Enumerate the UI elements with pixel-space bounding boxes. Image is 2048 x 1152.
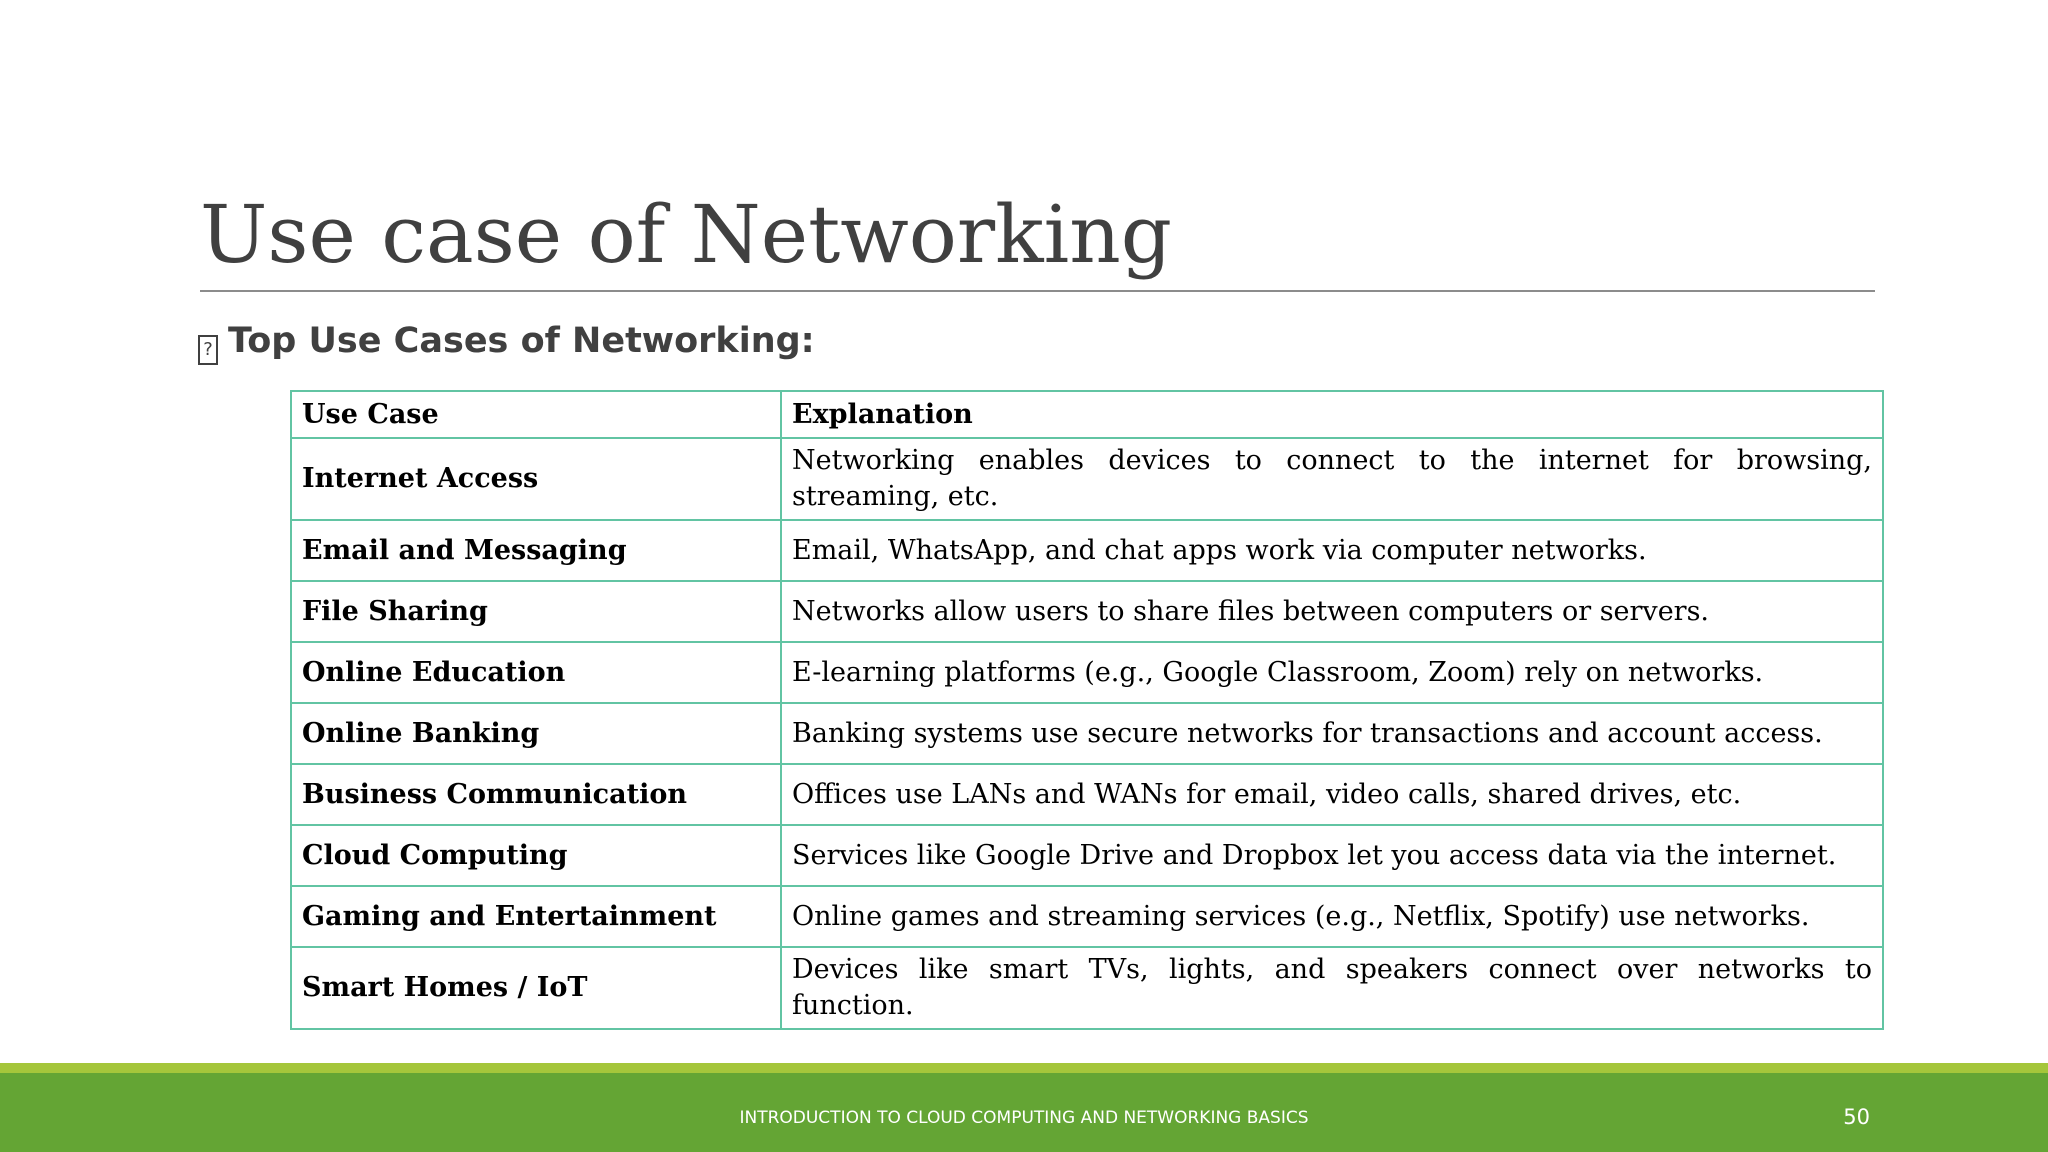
header-explanation: Explanation [781, 391, 1883, 438]
table-row [291, 581, 1883, 642]
table-row [291, 764, 1883, 825]
table-row [291, 703, 1883, 764]
explanation-cell: Banking systems use secure networks for transactions and account access. [781, 703, 1883, 764]
explanation-cell: E-learning platforms (e.g., Google Classroom, Zoom) rely on networks. [781, 642, 1883, 703]
footer-accent-strip [0, 1063, 2048, 1073]
missing-glyph-icon: ? [198, 335, 218, 365]
table-row [291, 947, 1883, 1029]
use-case-cell: Cloud Computing [291, 825, 781, 886]
use-case-cell: Internet Access [291, 438, 781, 520]
explanation-cell: Networks allow users to share files between computers or servers. [781, 581, 1883, 642]
explanation-cell: Networking enables devices to connect to the internet for browsing, streaming, etc. [781, 438, 1883, 520]
explanation-cell: Services like Google Drive and Dropbox let you access data via the internet. [781, 825, 1883, 886]
title-divider [200, 290, 1875, 292]
use-case-cell: Email and Messaging [291, 520, 781, 581]
use-case-table [290, 390, 1884, 1030]
table-row [291, 642, 1883, 703]
explanation-cell: Online games and streaming services (e.g., Netflix, Spotify) use networks. [781, 886, 1883, 947]
explanation-cell: Offices use LANs and WANs for email, video calls, shared drives, etc. [781, 764, 1883, 825]
explanation-cell: Devices like smart TVs, lights, and speakers connect over networks to function. [781, 947, 1883, 1029]
header-use-case: Use Case [291, 391, 781, 438]
table-row [291, 825, 1883, 886]
table-row [291, 520, 1883, 581]
table-row [291, 438, 1883, 520]
use-case-cell: Smart Homes / IoT [291, 947, 781, 1029]
table-row [291, 886, 1883, 947]
use-case-cell: Business Communication [291, 764, 781, 825]
use-case-cell: Online Education [291, 642, 781, 703]
table-header-row [291, 391, 1883, 438]
page-number: 50 [1843, 1105, 1870, 1129]
footer-text: INTRODUCTION TO CLOUD COMPUTING AND NETWORKING BASICS [739, 1108, 1309, 1128]
subheading [198, 318, 815, 365]
use-case-cell: File Sharing [291, 581, 781, 642]
use-case-cell: Online Banking [291, 703, 781, 764]
use-case-cell: Gaming and Entertainment [291, 886, 781, 947]
slide-title: Use case of Networking [200, 188, 1172, 281]
explanation-cell: Email, WhatsApp, and chat apps work via computer networks. [781, 520, 1883, 581]
subheading-text: Top Use Cases of Networking: [228, 321, 815, 361]
